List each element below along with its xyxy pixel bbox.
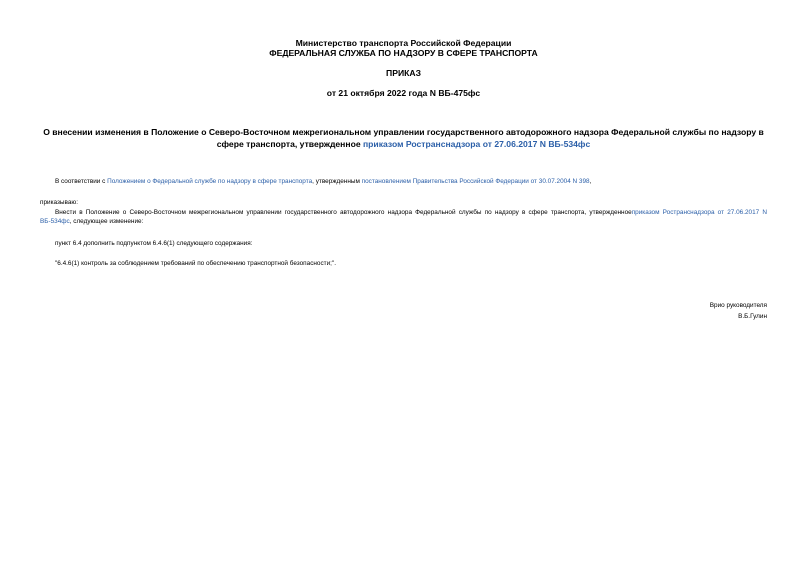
document-title-text: О внесении изменения в Положение о Северо-Восточном межрегиональном управлении государственного автодорожного надзора Федеральной службы по надзору в сфере транспорта, утвержденное xyxy=(43,127,764,149)
preamble-prefix: В соответствии с xyxy=(55,178,108,185)
preamble-suffix: , xyxy=(589,178,592,185)
document-date-number: от 21 октября 2022 года N ВБ-475фс xyxy=(326,88,481,98)
quote-paragraph: "6.4.6(1) контроль за соблюдением требований по обеспечению транспортной безопасности;". xyxy=(55,260,336,267)
preamble-paragraph xyxy=(55,177,775,186)
clause-paragraph xyxy=(40,208,767,226)
clause-suffix: , следующее изменение: xyxy=(69,218,144,225)
clause-order-link[interactable]: приказом Ространснадзора от 27.06.2017 N ВБ-534фс xyxy=(40,209,767,225)
preamble-middle: , утвержденным xyxy=(312,178,362,185)
document-type: ПРИКАЗ xyxy=(386,68,421,78)
signature-position: Врио руководителя xyxy=(709,302,767,309)
clause-text: Внести в Положение о Северо-Восточном межрегиональном управлении государственного автодорожного надзора Федеральной службы по надзору в сфере транспорта, утвержденное xyxy=(55,209,632,216)
title-order-link[interactable]: приказом Ространснадзора от 27.06.2017 N ВБ-534фс xyxy=(362,139,591,149)
document-title xyxy=(40,126,767,150)
service-name: ФЕДЕРАЛЬНАЯ СЛУЖБА ПО НАДЗОРУ В СФЕРЕ ТРАНСПОРТА xyxy=(269,48,538,58)
ministry-name: Министерство транспорта Российской Федерации xyxy=(295,38,512,48)
point-paragraph: пункт 6.4 дополнить подпунктом 6.4.6(1) следующего содержания: xyxy=(55,240,253,247)
government-resolution-link[interactable]: постановлением Правительства Российской Федерации от 30.07.2004 N 398 xyxy=(361,178,590,185)
regulation-link[interactable]: Положением о Федеральной службе по надзору в сфере транспорта xyxy=(107,178,313,185)
signature-name: В.Б.Гулин xyxy=(738,313,767,320)
order-word: приказываю: xyxy=(40,199,78,206)
